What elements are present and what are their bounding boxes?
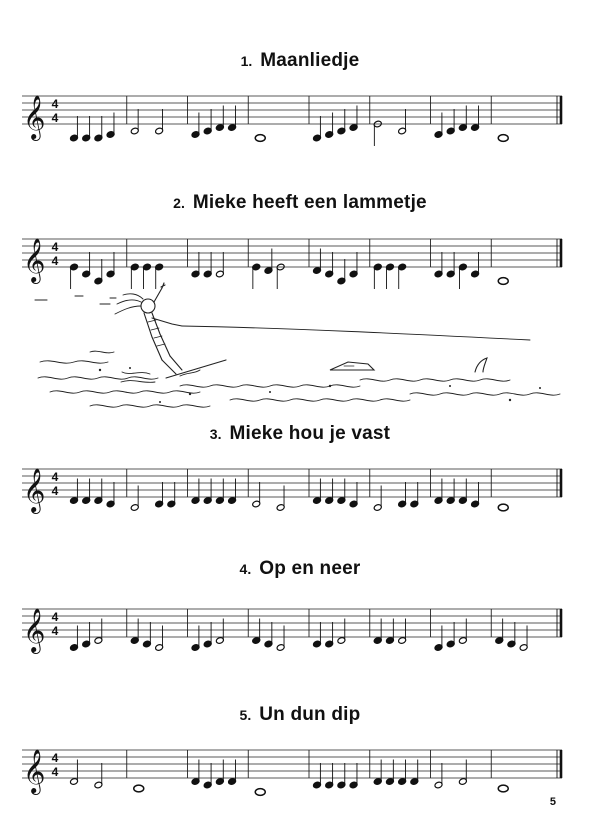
whole-note (498, 504, 508, 511)
whole-note (498, 135, 508, 142)
time-signature-bottom: 4 (51, 111, 59, 125)
whole-note (255, 135, 265, 142)
piece-number: 2. (173, 195, 185, 211)
piece-1-title (0, 50, 600, 72)
piece-4-title (0, 558, 600, 580)
piece-name: Mieke hou je vast (229, 423, 391, 444)
piece-2-title (0, 192, 600, 214)
piece-name: Op en neer (259, 558, 361, 579)
piece-3-title (0, 423, 600, 445)
music-staff-4 (0, 591, 600, 651)
music-staff-3 (0, 451, 600, 511)
music-staff-5 (0, 732, 600, 792)
whole-note (498, 785, 508, 792)
music-staff-2 (0, 221, 600, 281)
time-signature-bottom: 4 (51, 254, 59, 268)
piece-5-title (0, 704, 600, 726)
time-signature-top: 4 (51, 470, 59, 484)
treble-clef-icon: 𝄞 (23, 608, 46, 652)
time-signature-top: 4 (51, 751, 59, 765)
piece-name: Mieke heeft een lammetje (192, 192, 427, 213)
time-signature-top: 4 (51, 240, 59, 254)
treble-clef-icon: 𝄞 (23, 749, 46, 793)
piece-number: 3. (209, 426, 222, 442)
piece-number: 5. (239, 707, 252, 723)
piece-name: Maanliedje (260, 50, 360, 71)
treble-clef-icon: 𝄞 (23, 238, 46, 282)
water-skier-illustration (30, 282, 570, 417)
whole-note (134, 785, 144, 792)
treble-clef-icon: 𝄞 (23, 468, 46, 512)
piece-name: Un dun dip (259, 704, 361, 725)
time-signature-bottom: 4 (51, 765, 59, 779)
treble-clef-icon: 𝄞 (23, 95, 46, 139)
time-signature-top: 4 (51, 610, 59, 624)
piece-number: 1. (240, 53, 253, 69)
whole-note (255, 789, 265, 796)
page-number: 5 (549, 796, 556, 808)
piece-number: 4. (239, 561, 252, 577)
time-signature-bottom: 4 (51, 484, 59, 498)
time-signature-top: 4 (51, 97, 59, 111)
time-signature-bottom: 4 (51, 624, 59, 638)
music-staff-1 (0, 78, 600, 138)
